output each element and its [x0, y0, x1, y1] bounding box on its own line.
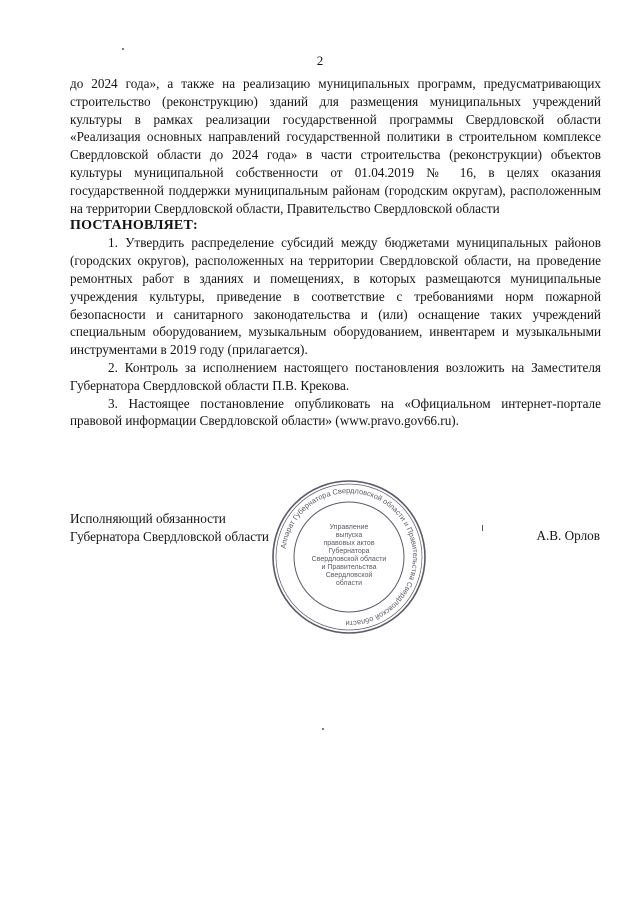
- seal-graphic: [269, 477, 429, 637]
- item-1-paragraph: 1. Утвердить распределение субсидий между бюджетами муниципальных районов (городских округов), расположенных на территории Свердловской области, на проведение ремонтных работ в зданиях и помещениях, в которых размещаются муниципальные учреждения культуры, приведение в соответствие с требованиями норм пожарной безопасности и санитарного законодательства и (или) оснащение таких учреждений специальным оборудованием, музыкальным оборудованием, инвентарем и музыкальными инструментами в 2019 году (прилагается).: [70, 235, 601, 358]
- document-body: [70, 75, 601, 430]
- page-number: 2: [316, 53, 324, 68]
- seal-line: выпуска: [335, 532, 363, 539]
- intro-paragraph: до 2024 года», а также на реализацию муниципальных программ, предусматривающих строительство (реконструкцию) зданий для размещения муниципальных учреждений культуры в рамках реализации государственной программы Свердловской области «Реализация основных направлений государственной политики в строительном комплексе Свердловской области до 2024 года» в части строительства (реконструкции) объектов культуры муниципальной собственности от 01.04.2019 № 16, в целях оказания государственной поддержки муниципальным районам (городским округам), расположенным на территории Свердловской области, Правительство Свердловской области: [70, 76, 601, 216]
- seal-line: правовых актов: [323, 540, 375, 547]
- seal-line: Управление: [329, 524, 369, 531]
- item-2-paragraph: 2. Контроль за исполнением настоящего постановления возложить на Заместителя Губернатора Свердловской области П.В. Крекова.: [70, 359, 601, 393]
- scan-speck: [482, 525, 483, 531]
- seal-line: Губернатора: [328, 548, 370, 555]
- signatory-position: [70, 510, 269, 546]
- signatory-name: А.В. Орлов: [536, 528, 600, 543]
- signatory-position-line-2: Губернатора Свердловской области: [70, 528, 269, 544]
- seal-line: Свердловской области: [311, 556, 387, 563]
- seal-line: Свердловской: [325, 572, 373, 579]
- seal-line: и Правительства: [321, 564, 377, 571]
- seal-inner-text: [312, 524, 387, 587]
- signatory-position-line-1: Исполняющий обязанности: [70, 511, 226, 526]
- seal-outer-text: Аппарат Губернатора Свердловской области и Правительства Свердловской области: [278, 485, 421, 629]
- official-seal-stamp: [269, 477, 429, 637]
- scan-speck: [122, 48, 124, 50]
- seal-line: области: [335, 580, 363, 587]
- scan-speck: [322, 728, 324, 730]
- resolution-keyword: ПОСТАНОВЛЯЕТ:: [70, 218, 198, 234]
- item-3-paragraph: 3. Настоящее постановление опубликовать на «Официальном интернет-портале правовой информации Свердловской области» (www.pravo.gov66.ru).: [70, 395, 601, 429]
